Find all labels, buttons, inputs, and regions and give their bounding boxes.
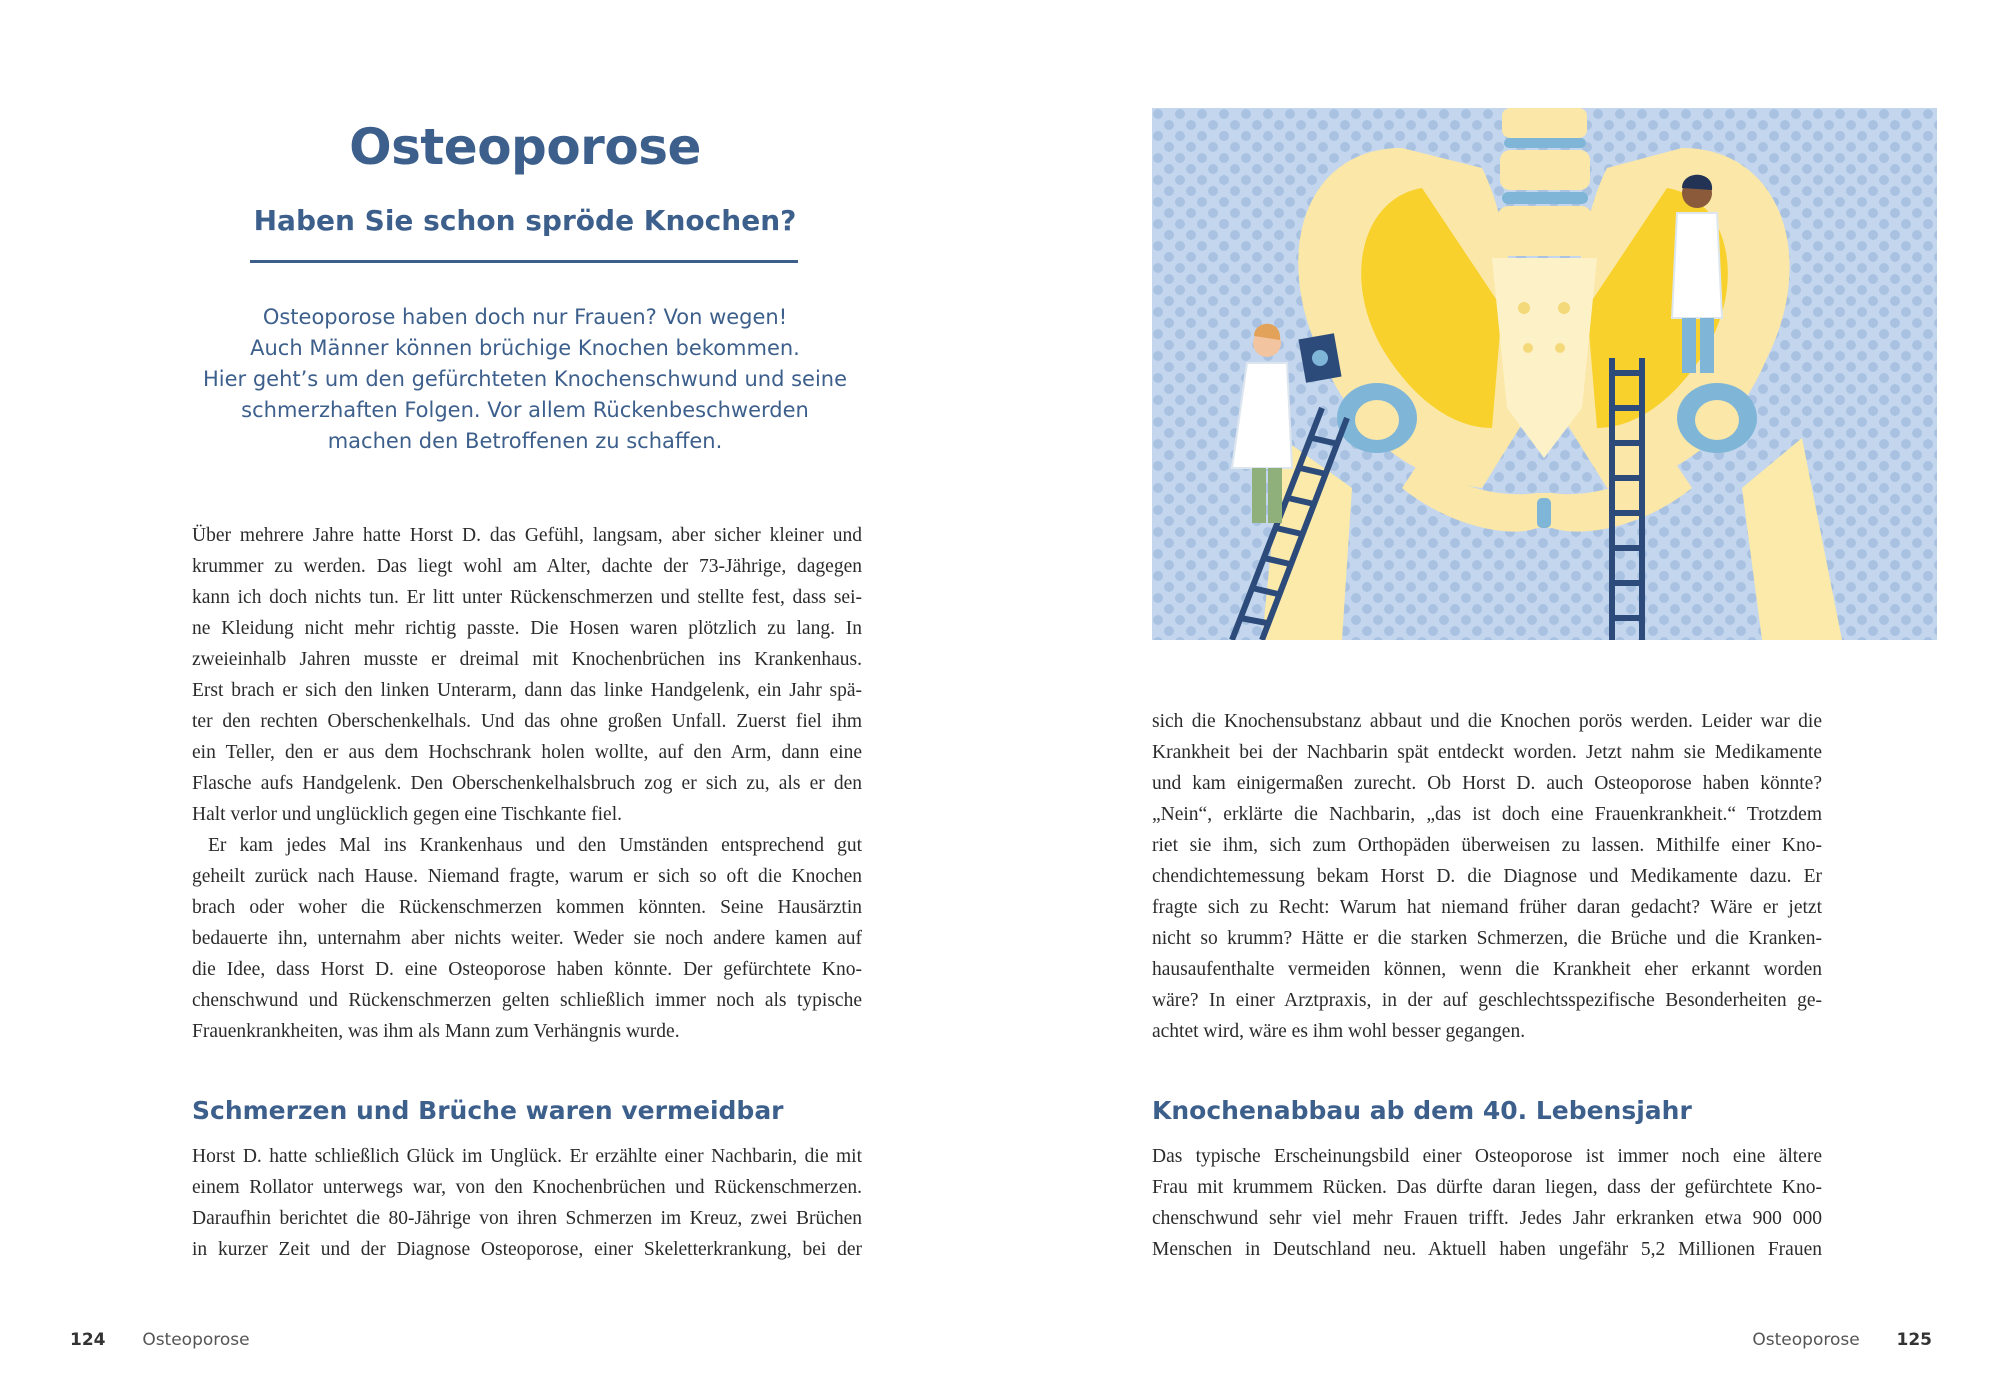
text-line: Frau mit krummem Rücken. Das dürfte daran liegen, dass der gefürchtete Kno- <box>1152 1177 1822 1198</box>
section-heading: Schmerzen und Brüche waren vermeidbar <box>192 1096 784 1125</box>
text-line: brach oder woher die Rückenschmerzen kommen könnten. Seine Hausärztin <box>192 897 862 918</box>
text-line: ein Teller, den er aus dem Hochschrank holen wollte, auf den Arm, dann eine <box>192 742 862 763</box>
text-line: und kam einigermaßen zurecht. Ob Horst D. auch Osteoporose haben könnte? <box>1152 773 1822 794</box>
text-line: sich die Knochensubstanz abbaut und die Knochen porös werden. Leider war die <box>1152 711 1822 732</box>
text-line: die Idee, dass Horst D. eine Osteoporose haben könnte. Der gefürchtete Kno- <box>192 959 862 980</box>
text-line: kann ich doch nichts tun. Er litt unter Rückenschmerzen und stellte fest, dass sei- <box>192 587 862 608</box>
text-line: nicht so krumm? Hätte er die starken Schmerzen, die Brüche und die Kranken- <box>1152 928 1822 949</box>
intro-line: machen den Betroffenen zu schaffen. <box>327 429 723 453</box>
text-line: ne Kleidung nicht mehr richtig passte. Die Hosen waren plötzlich zu lang. In <box>192 618 862 639</box>
text-line: ter den rechten Oberschenkelhals. Und das ohne großen Unfall. Zuerst fiel ihm <box>192 711 862 732</box>
text-line: Das typische Erscheinungsbild einer Osteoporose ist immer noch eine ältere <box>1152 1146 1822 1167</box>
text-line: fragte sich zu Recht: Warum hat niemand früher daran gedacht? Wäre er jetzt <box>1152 897 1822 918</box>
text-line: chenschwund sehr viel mehr Frauen trifft. Jedes Jahr erkranken etwa 900 000 <box>1152 1208 1822 1229</box>
text-line: einem Rollator unterwegs war, von den Knochenbrüchen und Rückenschmerzen. <box>192 1177 862 1198</box>
running-head: Osteoporose <box>142 1330 250 1350</box>
left-footer <box>70 1330 250 1350</box>
intro-line: Auch Männer können brüchige Knochen bekommen. <box>250 336 800 360</box>
pelvis-illustration-icon <box>1152 108 1937 640</box>
text-line: Frauenkrankheiten, was ihm als Mann zum Verhängnis wurde. <box>192 1021 680 1042</box>
text-line: chendichtemessung bekam Horst D. die Diagnose und Medikamente dazu. Er <box>1152 866 1822 887</box>
text-line: bedauerte ihn, unternahm aber nichts weiter. Weder sie noch andere kamen auf <box>192 928 862 949</box>
intro-line: Osteoporose haben doch nur Frauen? Von wegen! <box>262 305 788 329</box>
intro-line: Hier geht’s um den gefürchteten Knochenschwund und seine <box>202 367 848 391</box>
text-line: in kurzer Zeit und der Diagnose Osteoporose, einer Skeletterkrankung, bei der <box>192 1239 862 1260</box>
text-line: „Nein“, erklärte die Nachbarin, „das ist doch eine Frauenkrankheit.“ Trotzdem <box>1152 804 1822 825</box>
page-number: 125 <box>1896 1330 1932 1350</box>
page-subtitle: Haben Sie schon spröde Knochen? <box>253 204 797 237</box>
text-line: Krankheit bei der Nachbarin spät entdeckt worden. Jetzt nahm sie Medikamente <box>1152 742 1822 763</box>
title-divider <box>250 260 798 263</box>
text-line: krummer zu werden. Das liegt wohl am Alter, dachte der 73-Jährige, dagegen <box>192 556 862 577</box>
text-line: Horst D. hatte schließlich Glück im Unglück. Er erzählte einer Nachbarin, die mit <box>192 1146 862 1167</box>
text-line: Menschen in Deutschland neu. Aktuell haben ungefähr 5,2 Millionen Frauen <box>1152 1239 1822 1260</box>
page-number: 124 <box>70 1330 106 1350</box>
text-line: geheilt zurück nach Hause. Niemand fragte, warum er sich so oft die Knochen <box>192 866 862 887</box>
text-line: Flasche aufs Handgelenk. Den Oberschenkelhalsbruch zog er sich zu, als er den <box>192 773 862 794</box>
text-line: chenschwund und Rückenschmerzen gelten schließlich immer noch als typische <box>192 990 862 1011</box>
intro-text <box>200 302 850 457</box>
intro-line: schmerzhaften Folgen. Vor allem Rückenbeschwerden <box>241 398 809 422</box>
text-line: Daraufhin berichtet die 80-Jährige von ihren Schmerzen im Kreuz, zwei Brüchen <box>192 1208 862 1229</box>
text-line: Erst brach er sich den linken Unterarm, dann das linke Handgelenk, ein Jahr spä- <box>192 680 862 701</box>
running-head: Osteoporose <box>1752 1330 1860 1350</box>
left-body-paragraph-3 <box>192 1141 862 1265</box>
section-heading: Knochenabbau ab dem 40. Lebensjahr <box>1152 1096 1692 1125</box>
text-line: Halt verlor und unglücklich gegen eine Tischkante fiel. <box>192 804 622 825</box>
text-line: achtet wird, wäre es ihm wohl besser gegangen. <box>1152 1021 1526 1042</box>
right-footer <box>1752 1330 1932 1350</box>
text-line: zweieinhalb Jahren musste er dreimal mit Knochenbrüchen ins Krankenhaus. <box>192 649 862 670</box>
right-body-paragraph-2 <box>1152 1141 1822 1265</box>
text-line: Er kam jedes Mal ins Krankenhaus und den Umständen entsprechend gut <box>208 835 862 856</box>
left-body-paragraph-1 <box>192 520 862 1047</box>
text-line: Über mehrere Jahre hatte Horst D. das Gefühl, langsam, aber sicher kleiner und <box>192 525 862 546</box>
text-line: hausaufenthalte vermeiden können, wenn die Krankheit eher erkannt worden <box>1152 959 1822 980</box>
text-line: riet sie ihm, sich zum Orthopäden überweisen zu lassen. Mithilfe einer Kno- <box>1152 835 1822 856</box>
page-title: Osteoporose <box>349 118 701 176</box>
right-body-paragraph-1 <box>1152 706 1822 1047</box>
text-line: wäre? In einer Arztpraxis, in der auf geschlechtsspezifische Besonderheiten ge- <box>1152 990 1822 1011</box>
